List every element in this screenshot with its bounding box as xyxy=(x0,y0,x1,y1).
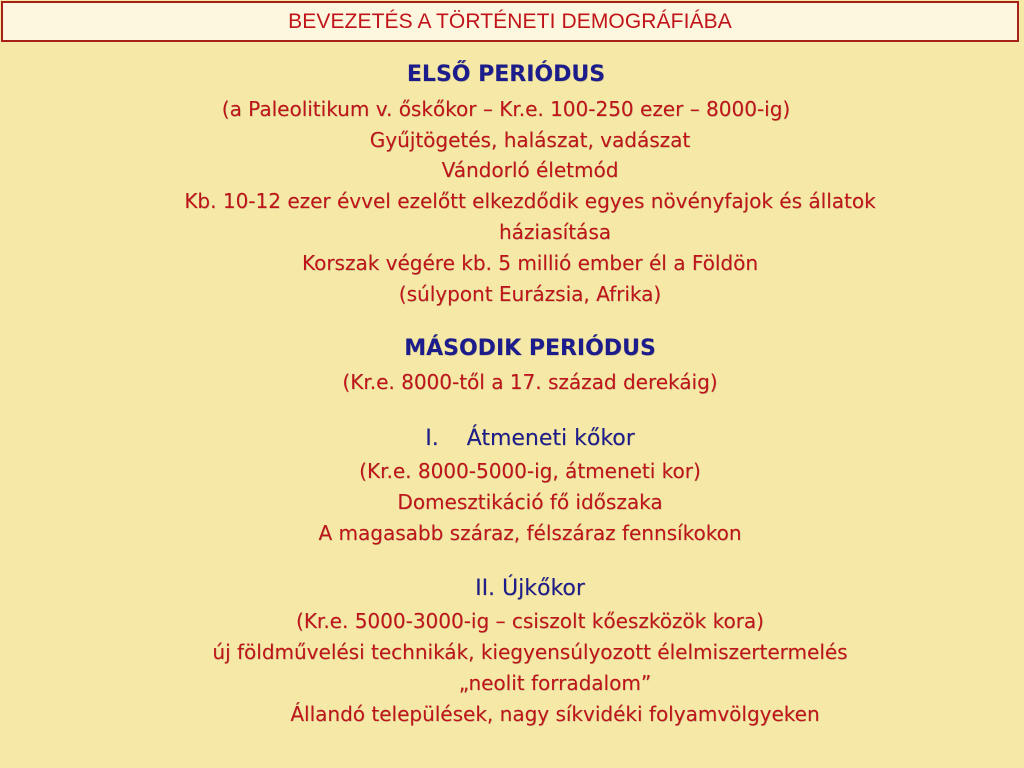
section1-heading: ELSŐ PERIÓDUS xyxy=(406,62,606,87)
section2-subtitle: (Kr.e. 8000-től a 17. század derekáig) xyxy=(342,370,718,394)
title-box xyxy=(1,1,1019,42)
section1-line: Kb. 10-12 ezer évvel ezelőtt elkezdődik egyes növényfajok és állatok xyxy=(184,189,876,213)
section1-line: (a Paleolitikum v. őskőkor – Kr.e. 100-250 ezer – 8000-ig) xyxy=(221,97,791,121)
sub2-line: új földművelési technikák, kiegyensúlyozott élelmiszertermelés xyxy=(212,640,848,664)
section1-line: Gyűjtögetés, halászat, vadászat xyxy=(369,128,691,152)
section1-line: háziasítása xyxy=(499,220,611,244)
section1-line: Vándorló életmód xyxy=(441,158,619,182)
sub1-title: I. Átmeneti kőkor xyxy=(425,426,635,451)
sub1-line: Domesztikáció fő időszaka xyxy=(397,490,663,514)
sub1-line: (Kr.e. 8000-5000-ig, átmeneti kor) xyxy=(359,459,701,483)
sub1-line: A magasabb száraz, félszáraz fennsíkokon xyxy=(318,521,742,545)
section1-line: Korszak végére kb. 5 millió ember él a Földön xyxy=(301,251,759,275)
sub2-title: II. Újkőkor xyxy=(475,576,585,601)
sub2-line: (Kr.e. 5000-3000-ig – csiszolt kőeszközök kora) xyxy=(296,609,764,633)
section2-heading: MÁSODIK PERIÓDUS xyxy=(404,336,656,361)
sub2-line: Állandó települések, nagy síkvidéki folyamvölgyeken xyxy=(290,702,820,726)
slide-title: BEVEZETÉS A TÖRTÉNETI DEMOGRÁFIÁBA xyxy=(288,9,732,33)
sub2-line: „neolit forradalom” xyxy=(458,671,652,695)
section1-line: (súlypont Eurázsia, Afrika) xyxy=(398,282,662,306)
